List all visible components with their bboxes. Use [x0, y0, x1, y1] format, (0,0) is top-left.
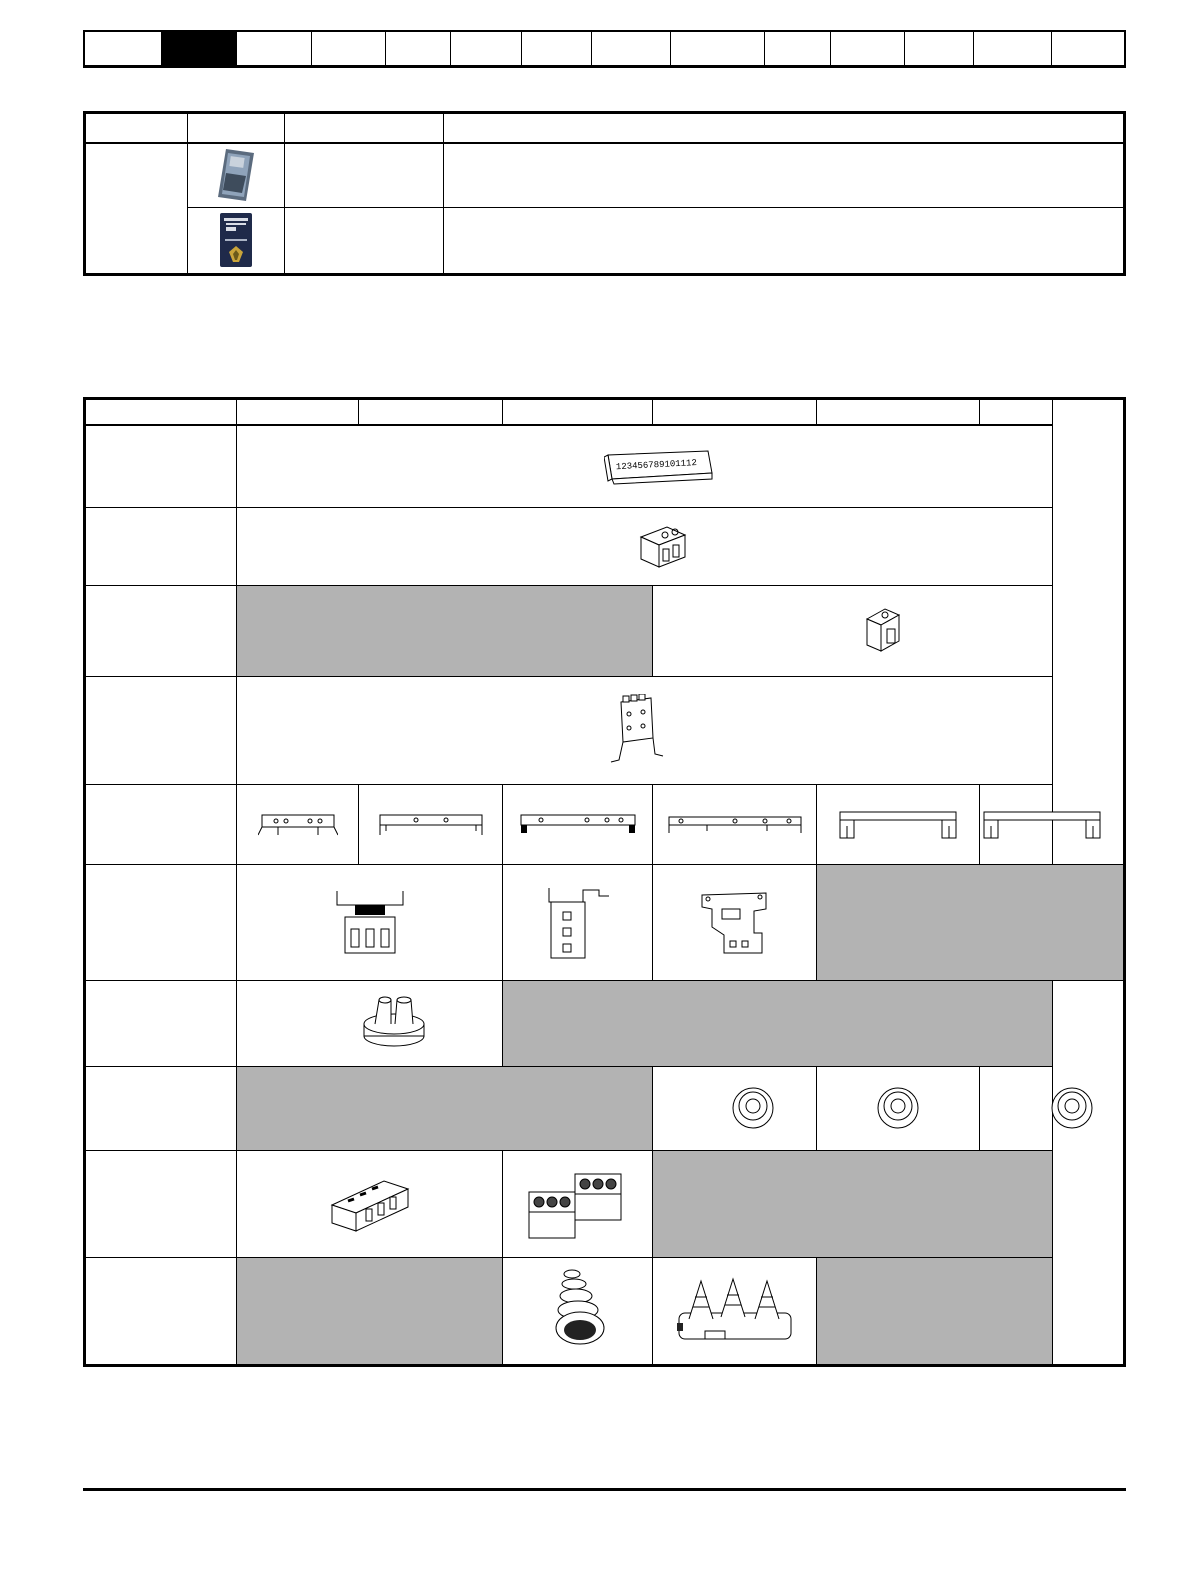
mounting-bracket-icon — [333, 887, 407, 957]
row-label — [85, 425, 237, 507]
ground-clamp-icon — [980, 806, 1104, 842]
table-header — [359, 399, 503, 426]
footer-rule — [83, 1488, 1126, 1491]
image-cell — [653, 585, 1053, 676]
grounding-bracket-icon — [607, 694, 665, 766]
accessory-table — [83, 397, 1126, 1367]
image-cell — [653, 1257, 817, 1365]
nav-tab[interactable] — [671, 32, 765, 65]
image-cell — [359, 784, 503, 864]
nav-tab[interactable] — [237, 32, 312, 65]
power-connector-icon — [328, 1175, 412, 1233]
image-cell — [817, 1066, 980, 1150]
image-cell — [980, 1066, 1053, 1150]
terminal-block-2way-icon — [637, 523, 689, 569]
table-header — [980, 399, 1053, 426]
image-cell — [503, 864, 653, 980]
nav-tab[interactable] — [765, 32, 831, 65]
option-card-table — [83, 111, 1126, 276]
chapter-nav — [83, 30, 1126, 68]
nav-tab[interactable] — [312, 32, 386, 65]
table-header — [503, 399, 653, 426]
row-label — [85, 980, 237, 1066]
not-applicable-cell — [653, 1150, 1053, 1257]
nav-tab[interactable] — [905, 32, 974, 65]
nav-tab[interactable] — [831, 32, 905, 65]
ground-clamp-icon — [667, 809, 803, 839]
name-cell — [285, 207, 444, 275]
table-header — [817, 399, 980, 426]
nav-tab[interactable] — [1052, 32, 1124, 65]
grommet-icon — [361, 994, 427, 1052]
category-cell — [85, 143, 188, 275]
nav-tab[interactable] — [974, 32, 1052, 65]
image-cell — [817, 784, 980, 864]
image-cell — [503, 1150, 653, 1257]
image-cell — [237, 980, 503, 1066]
image-cell — [503, 1257, 653, 1365]
cable-gland-icon — [548, 1266, 608, 1356]
mounting-bracket-icon — [543, 882, 613, 962]
table-header — [188, 113, 285, 144]
description-cell — [444, 143, 1125, 207]
image-cell — [653, 864, 817, 980]
row-label — [85, 676, 237, 784]
table-header — [237, 399, 359, 426]
finger-guard-grommet-icon — [876, 1086, 920, 1130]
row-label — [85, 585, 237, 676]
nav-tab[interactable] — [522, 32, 592, 65]
image-cell — [653, 1066, 817, 1150]
finger-guard-grommet-icon — [1050, 1086, 1094, 1130]
table-header — [85, 113, 188, 144]
svg-text:123456789101112: 123456789101112 — [615, 458, 698, 473]
description-cell — [444, 207, 1125, 275]
mounting-bracket-icon — [698, 887, 772, 957]
image-cell — [237, 864, 503, 980]
name-cell — [285, 143, 444, 207]
not-applicable-cell — [817, 1257, 1053, 1365]
ground-clamp-icon — [836, 806, 960, 842]
row-label — [85, 1150, 237, 1257]
not-applicable-cell — [237, 1257, 503, 1365]
row-label — [85, 784, 237, 864]
ground-clamp-icon — [376, 809, 486, 839]
image-cell — [237, 784, 359, 864]
image-cell — [237, 425, 1053, 507]
image-cell — [653, 784, 817, 864]
nav-tab[interactable] — [592, 32, 671, 65]
table-header — [85, 399, 237, 426]
nav-tab[interactable] — [451, 32, 522, 65]
ground-clamp-icon — [517, 809, 639, 839]
terminal-block-12way-icon — [604, 447, 716, 485]
row-label — [85, 1257, 237, 1365]
nav-tab[interactable] — [85, 32, 162, 65]
not-applicable-cell — [817, 864, 1125, 980]
nav-tab[interactable] — [386, 32, 451, 65]
row-label — [85, 864, 237, 980]
finger-guard-grommet-icon — [731, 1086, 775, 1130]
ground-clamp-icon — [258, 809, 338, 839]
image-cell — [980, 784, 1053, 864]
table-header — [444, 113, 1125, 144]
image-cell — [503, 784, 653, 864]
table-header — [285, 113, 444, 144]
row-label — [85, 1066, 237, 1150]
image-cell — [188, 207, 285, 275]
smartcard-icon — [216, 147, 256, 203]
not-applicable-cell — [237, 1066, 653, 1150]
sd-card-icon — [219, 212, 253, 268]
image-cell — [237, 1150, 503, 1257]
not-applicable-cell — [237, 585, 653, 676]
power-connector-icon — [523, 1166, 633, 1242]
terminal-block-2way-small-icon — [863, 605, 903, 657]
image-cell — [188, 143, 285, 207]
image-cell — [237, 676, 1053, 784]
cable-gland-icon — [675, 1275, 795, 1347]
image-cell — [237, 507, 1053, 585]
nav-tab-active[interactable] — [162, 32, 237, 65]
table-header — [653, 399, 817, 426]
not-applicable-cell — [503, 980, 1053, 1066]
row-label — [85, 507, 237, 585]
